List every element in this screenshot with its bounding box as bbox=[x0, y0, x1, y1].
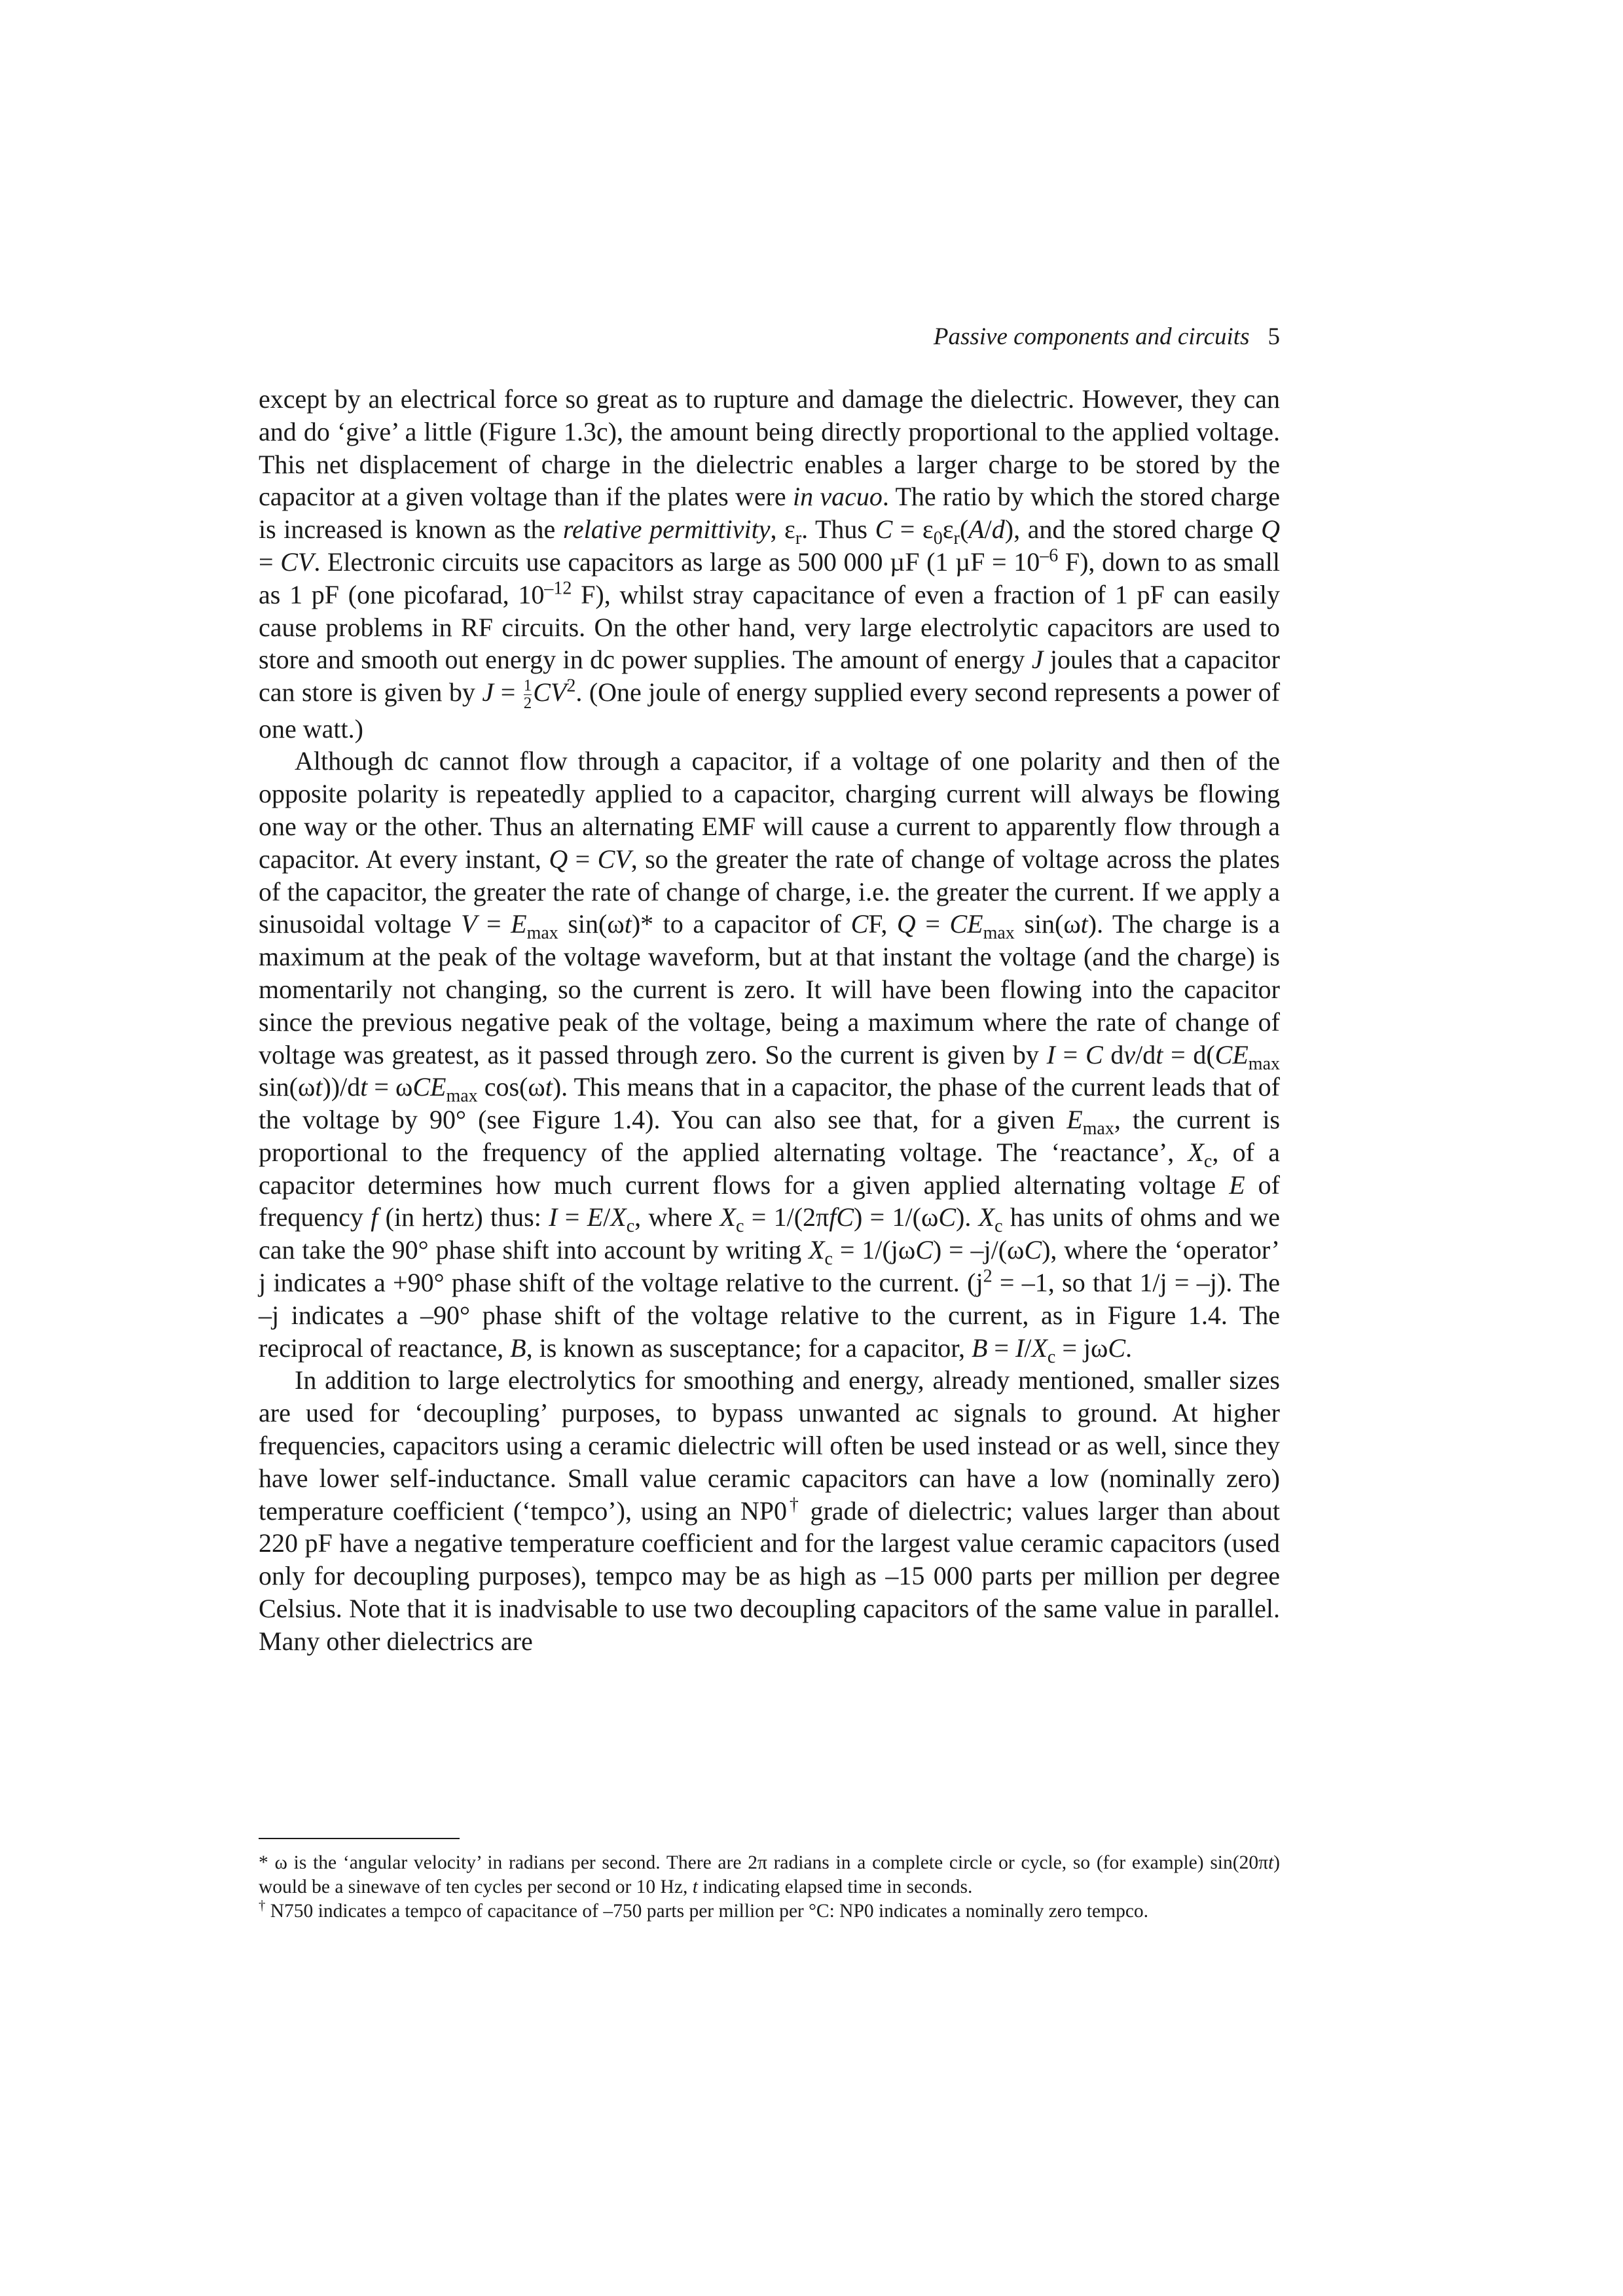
footnote-rule bbox=[259, 1838, 460, 1839]
page-number: 5 bbox=[1267, 323, 1280, 350]
fraction-one-half: $\frac{1}{2}$ bbox=[523, 677, 532, 713]
body-text bbox=[259, 383, 1280, 1658]
running-header bbox=[259, 321, 1280, 353]
paragraph-2: Although dc cannot flow through a capacitor, if a voltage of one polarity and then of the opposite polarity is repeatedly applied to a capacitor, charging current will always be flowing one way or the other. Thus an alternating EMF will cause a current to apparently flow through a capacitor. At every instant, Q = CV, so the greater the rate of change of voltage across the plates of the capacitor, the greater the rate of change of charge, i.e. the greater the current. If we apply a sinusoidal voltage $V = E_{max}$ sin(ωt)* to a capacitor of CF, $Q = CE_{max}$ sin(ωt). The charge is a maximum at the peak of the voltage waveform, but at that instant the voltage (and the charge) is momentarily not changing, so the current is zero. It will have been flowing into the capacitor since the previous negative peak of the voltage, being a maximum where the rate of change of voltage was greatest, as it passed through zero. So the current is given by I = C $dv/dt = d(CE_{max}$ sin(ωt))/dt = ωCE$_{max}$ cos(ωt). This means that in a capacitor, the phase of the current leads that of the voltage by 90° (see Figure 1.4). You can also see that, for a given $E_{max}$, the current is proportional to the frequency of the applied alternating voltage. The ‘reactance’, $X_c$, of a capacitor determines how much current flows for a given applied alternating voltage E of frequency f (in hertz) thus: $I = E/X_c$, where $X_c = 1/(2\pi fC) = 1/(\omega C)$. $X_c$ has units of ohms and we can take the 90° phase shift into account by writing $X_c = 1/(j\omega C) = -j/(\omega C)$, where the ‘operator’ j indicates a +90° phase shift of the voltage relative to the current. ($j^2 = -1$, so that 1/j = –j). The –j indicates a –90° phase shift of the voltage relative to the current, as in Figure 1.4. The reciprocal of reactance, B, is known as susceptance; for a capacitor, $B = I/X_c = j\omega C$. bbox=[259, 746, 1281, 1367]
paragraph-3: In addition to large electrolytics for smoothing and energy, already mentioned, smaller sizes are used for ‘decoupling’ purposes, to bypass unwanted ac signals to ground. At higher frequencies, capacitors using a ceramic dielectric will often be used instead or as well, since they have lower self-inductance. Small value ceramic capacitors can have a low (nominally zero) temperature coefficient (‘tempco’), using an NP0† grade of dielectric; values larger than about 220 pF have a negative temperature coefficient and for the largest value ceramic capacitors (used only for decoupling purposes), tempco may be as high as –15 000 parts per million per degree Celsius. Note that it is inadvisable to use two decoupling capacitors of the same value in parallel. Many other dielectrics are bbox=[259, 1365, 1281, 1656]
footnotes bbox=[259, 1851, 1280, 1924]
footnote-2: † N750 indicates a tempco of capacitance of –750 parts per million per °C: NP0 indicates a nominally zero tempco. bbox=[259, 1899, 1149, 1922]
running-title: Passive components and circuits bbox=[933, 323, 1250, 350]
paragraph-1: except by an electrical force so great as to rupture and damage the dielectric. However, they can and do ‘give’ a little (Figure 1.3c), the amount being directly proportional to the applied voltage. This net displacement of charge in the dielectric enables a larger charge to be stored by the capacitor at a given voltage than if the plates were in vacuo. The ratio by which the stored charge is increased is known as the relative permittivity, $\varepsilon_r$. Thus $C = \varepsilon_0\varepsilon_r(A/d)$, and the stored charge Q = CV. Electronic circuits use capacitors as large as 500 000 µF (1 $\mu F = 10^{-6}$ F), down to as small as 1 pF (one picofarad, $10^{-12}$ F), whilst stray capacitance of even a fraction of 1 pF can easily cause problems in RF circuits. On the other hand, very large electrolytic capacitors are used to store and smooth out energy in dc power supplies. The amount of energy J joules that a capacitor can store is given by J = $\frac{1}{2}$ $CV^2$. (One joule of energy supplied every second represents a power of one watt.) bbox=[259, 384, 1281, 744]
footnote-1: * ω is the ‘angular velocity’ in radians per second. There are 2π radians in a complete circle or cycle, so (for example) sin(20πt) would be a sinewave of ten cycles per second or 10 Hz, t indicating elapsed time in seconds. bbox=[259, 1852, 1280, 1897]
